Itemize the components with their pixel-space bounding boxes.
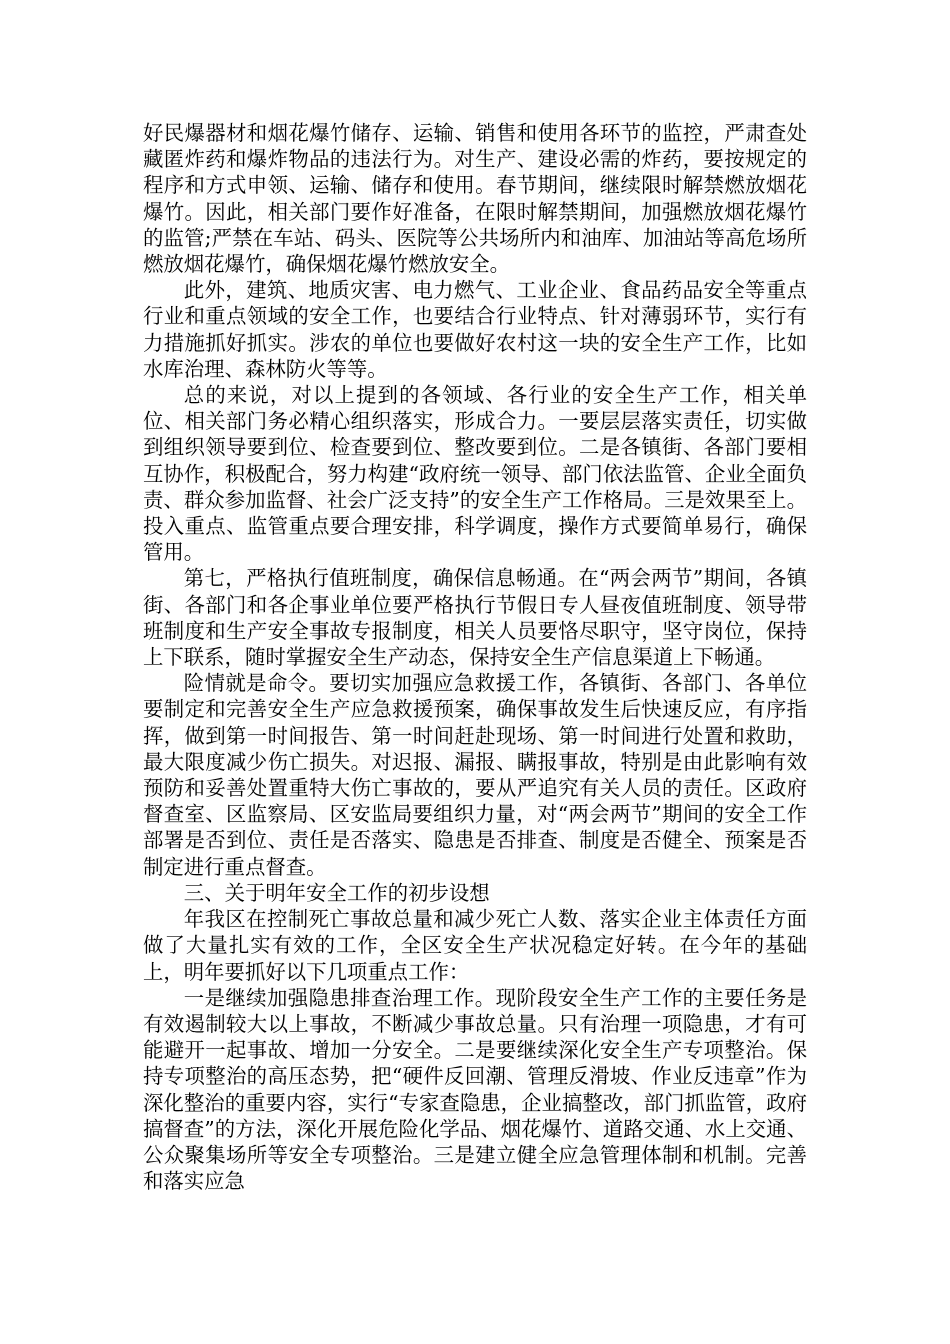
paragraph-key-work: 一是继续加强隐患排查治理工作。现阶段安全生产工作的主要任务是有效遏制较大以上事故，不断减少事故总量。只有治理一项隐患，才有可能避开一起事故、增加一分安全。二是要继续深化安全生产专项整治。保持专项整治的高压态势，把“硬件反回潮、管理反滑坡、作业反违章”作为深化整治的重要内容，实行“专家查隐患，企业搞整改，部门抓监管，政府搞督查”的方法，深化开展危险化学品、烟花爆竹、道路交通、水上交通、公众聚集场所等安全专项整治。三是建立健全应急管理体制和机制。完善和落实应急 xyxy=(143,985,807,1194)
paragraph-emergency-rescue: 险情就是命令。要切实加强应急救援工作，各镇街、各部门、各单位要制定和完善安全生产应急救援预案，确保事故发生后快速反应，有序指挥，做到第一时间报告、第一时间赶赴现场、第一时间进行处置和救助，最大限度减少伤亡损失。对迟报、漏报、瞒报事故，特别是由此影响有效预防和妥善处置重特大伤亡事故的，要从严追究有关人员的责任。区政府督查室、区监察局、区安监局要组织力量，对“两会两节”期间的安全工作部署是否到位、责任是否落实、隐患是否排查、制度是否健全、预案是否制定进行重点督查。 xyxy=(143,671,807,879)
paragraph-fireworks-control: 好民爆器材和烟花爆竹储存、运输、销售和使用各环节的监控，严肃查处藏匿炸药和爆炸物品的违法行为。对生产、建设必需的炸药，要按规定的程序和方式申领、运输、储存和使用。春节期间，继续限时解禁燃放烟花爆竹。因此，相关部门要作好准备，在限时解禁期间，加强燃放烟花爆竹的监管;严禁在车站、码头、医院等公共场所内和油库、加油站等高危场所燃放烟花爆竹，确保烟花爆竹燃放安全。 xyxy=(143,121,807,277)
paragraph-achievements: 年我区在控制死亡事故总量和减少死亡人数、落实企业主体责任方面做了大量扎实有效的工作，全区安全生产状况稳定好转。在今年的基础上，明年要抓好以下几项重点工作： xyxy=(143,907,807,984)
paragraph-key-industries: 此外，建筑、地质灾害、电力燃气、工业企业、食品药品安全等重点行业和重点领域的安全工作，也要结合行业特点、针对薄弱环节，实行有力措施抓好抓实。涉农的单位也要做好农村这一块的安全生产工作，比如水库治理、森林防火等等。 xyxy=(143,278,807,381)
paragraph-duty-system: 第七，严格执行值班制度，确保信息畅通。在“两会两节”期间，各镇街、各部门和各企事业单位要严格执行节假日专人昼夜值班制度、领导带班制度和生产安全事故专报制度，相关人员要恪尽职守，坚守岗位，保持上下联系，随时掌握安全生产动态，保持安全生产信息渠道上下畅通。 xyxy=(143,566,807,670)
document-page xyxy=(143,120,807,1194)
section-heading-next-year: 三、关于明年安全工作的初步设想 xyxy=(183,880,490,905)
paragraph-summary: 总的来说，对以上提到的各领域、各行业的安全生产工作，相关单位、相关部门务必精心组织落实，形成合力。一要层层落实责任，切实做到组织领导要到位、检查要到位、整改要到位。二是各镇街、各部门要相互协作，积极配合，努力构建“政府统一领导、部门依法监管、企业全面负责、群众参加监督、社会广泛支持”的安全生产工作格局。三是效果至上。投入重点、监管重点要合理安排，科学调度，操作方式要简单易行，确保管用。 xyxy=(143,383,807,565)
